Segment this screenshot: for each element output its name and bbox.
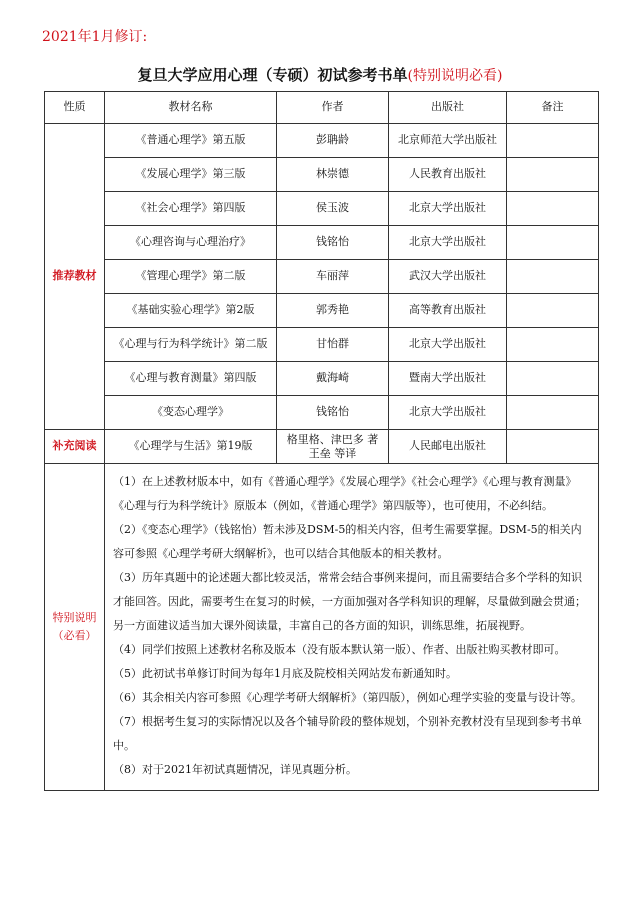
- book-remark: [507, 328, 599, 362]
- book-author: 郭秀艳: [277, 294, 389, 328]
- title-note: (特别说明必看): [407, 68, 503, 84]
- page-title: [0, 64, 640, 85]
- book-publisher: 人民邮电出版社: [389, 430, 507, 464]
- notes-label-sub: （必看）: [52, 629, 97, 642]
- book-publisher: 武汉大学出版社: [389, 260, 507, 294]
- book-remark: [507, 124, 599, 158]
- book-title: 《变态心理学》: [105, 396, 277, 430]
- book-author: 戴海崎: [277, 362, 389, 396]
- category-notes: [45, 464, 105, 791]
- book-author: 钱铭怡: [277, 396, 389, 430]
- note-item: （8）对于2021年初试真题情况，详见真题分析。: [113, 763, 357, 776]
- table-row-notes: [45, 464, 599, 791]
- book-publisher: 北京师范大学出版社: [389, 124, 507, 158]
- book-remark: [507, 158, 599, 192]
- book-remark: [507, 430, 599, 464]
- book-publisher: 暨南大学出版社: [389, 362, 507, 396]
- table-row: [45, 260, 599, 294]
- book-title: 《普通心理学》第五版: [105, 124, 277, 158]
- book-remark: [507, 260, 599, 294]
- table-row: [45, 396, 599, 430]
- table-row: [45, 192, 599, 226]
- book-title: 《心理学与生活》第19版: [105, 430, 277, 464]
- note-item: （3）历年真题中的论述题大都比较灵活，常常会结合事例来提问，而且需要结合多个学科的知识才能回答。因此，需要考生在复习的时候，一方面加强对各学科知识的理解，尽量做到融会贯通；另一方面建议适当加大课外阅读量，丰富自己的各方面的知识，训练思维，拓展视野。: [113, 571, 586, 632]
- book-author: 车丽萍: [277, 260, 389, 294]
- book-remark: [507, 362, 599, 396]
- book-author: 侯玉波: [277, 192, 389, 226]
- book-title: 《管理心理学》第二版: [105, 260, 277, 294]
- column-header-title: 教材名称: [105, 92, 277, 124]
- table-row: [45, 294, 599, 328]
- book-title: 《心理咨询与心理治疗》: [105, 226, 277, 260]
- book-author: 林崇德: [277, 158, 389, 192]
- book-remark: [507, 294, 599, 328]
- table-row: [45, 158, 599, 192]
- category-recommended: 推荐教材: [45, 124, 105, 430]
- book-title: 《心理与教育测量》第四版: [105, 362, 277, 396]
- note-item: （4）同学们按照上述教材名称及版本（没有版本默认第一版）、作者、出版社购买教材即可。: [113, 643, 566, 656]
- table-row: [45, 362, 599, 396]
- book-publisher: 人民教育出版社: [389, 158, 507, 192]
- book-publisher: 北京大学出版社: [389, 226, 507, 260]
- book-publisher: 北京大学出版社: [389, 328, 507, 362]
- column-header-remark: 备注: [507, 92, 599, 124]
- column-header-type: 性质: [45, 92, 105, 124]
- table-row: [45, 124, 599, 158]
- book-publisher: 高等教育出版社: [389, 294, 507, 328]
- note-item: （2）《变态心理学》（钱铭怡）暂未涉及DSM-5的相关内容，但考生需要掌握。DSM-5的相关内容可参照《心理学考研大纲解析》，也可以结合其他版本的相关教材。: [113, 523, 582, 560]
- table-row: [45, 328, 599, 362]
- book-title: 《心理与行为科学统计》第二版: [105, 328, 277, 362]
- book-remark: [507, 396, 599, 430]
- revision-date: 2021年1月修订:: [42, 29, 148, 45]
- column-header-publisher: 出版社: [389, 92, 507, 124]
- book-author: 彭聃龄: [277, 124, 389, 158]
- notes-label: 特别说明: [52, 611, 97, 625]
- title-main: 复旦大学应用心理（专硕）初试参考书单: [137, 66, 408, 84]
- book-remark: [507, 226, 599, 260]
- table-row: [45, 226, 599, 260]
- column-header-author: 作者: [277, 92, 389, 124]
- table-row-supplementary: [45, 430, 599, 464]
- book-publisher: 北京大学出版社: [389, 192, 507, 226]
- note-item: （1）在上述教材版本中，如有《普通心理学》《发展心理学》《社会心理学》《心理与教育测量》《心理与行为科学统计》原版本（例如，《普通心理学》第四版等），也可使用，不必纠结。: [113, 475, 577, 512]
- notes-content: [105, 464, 599, 791]
- book-title: 《社会心理学》第四版: [105, 192, 277, 226]
- book-remark: [507, 192, 599, 226]
- note-item: （6）其余相关内容可参照《心理学考研大纲解析》（第四版），例如心理学实验的变量与设计等。: [113, 691, 582, 704]
- book-author: [277, 430, 389, 464]
- author-line: 格里格、津巴多 著: [286, 432, 379, 446]
- note-item: （5）此初试书单修订时间为每年1月底及院校相关网站发布新通知时。: [113, 667, 457, 680]
- note-item: （7）根据考生复习的实际情况以及各个辅导阶段的整体规划，个别补充教材没有呈现到参考书单中。: [113, 715, 582, 752]
- table-header-row: [45, 92, 599, 124]
- category-supplementary: 补充阅读: [45, 430, 105, 464]
- book-title: 《发展心理学》第三版: [105, 158, 277, 192]
- book-author: 甘怡群: [277, 328, 389, 362]
- book-publisher: 北京大学出版社: [389, 396, 507, 430]
- translator-line: 王垒 等译: [308, 446, 357, 460]
- booklist-table: [44, 91, 599, 791]
- book-author: 钱铭怡: [277, 226, 389, 260]
- book-title: 《基础实验心理学》第2版: [105, 294, 277, 328]
